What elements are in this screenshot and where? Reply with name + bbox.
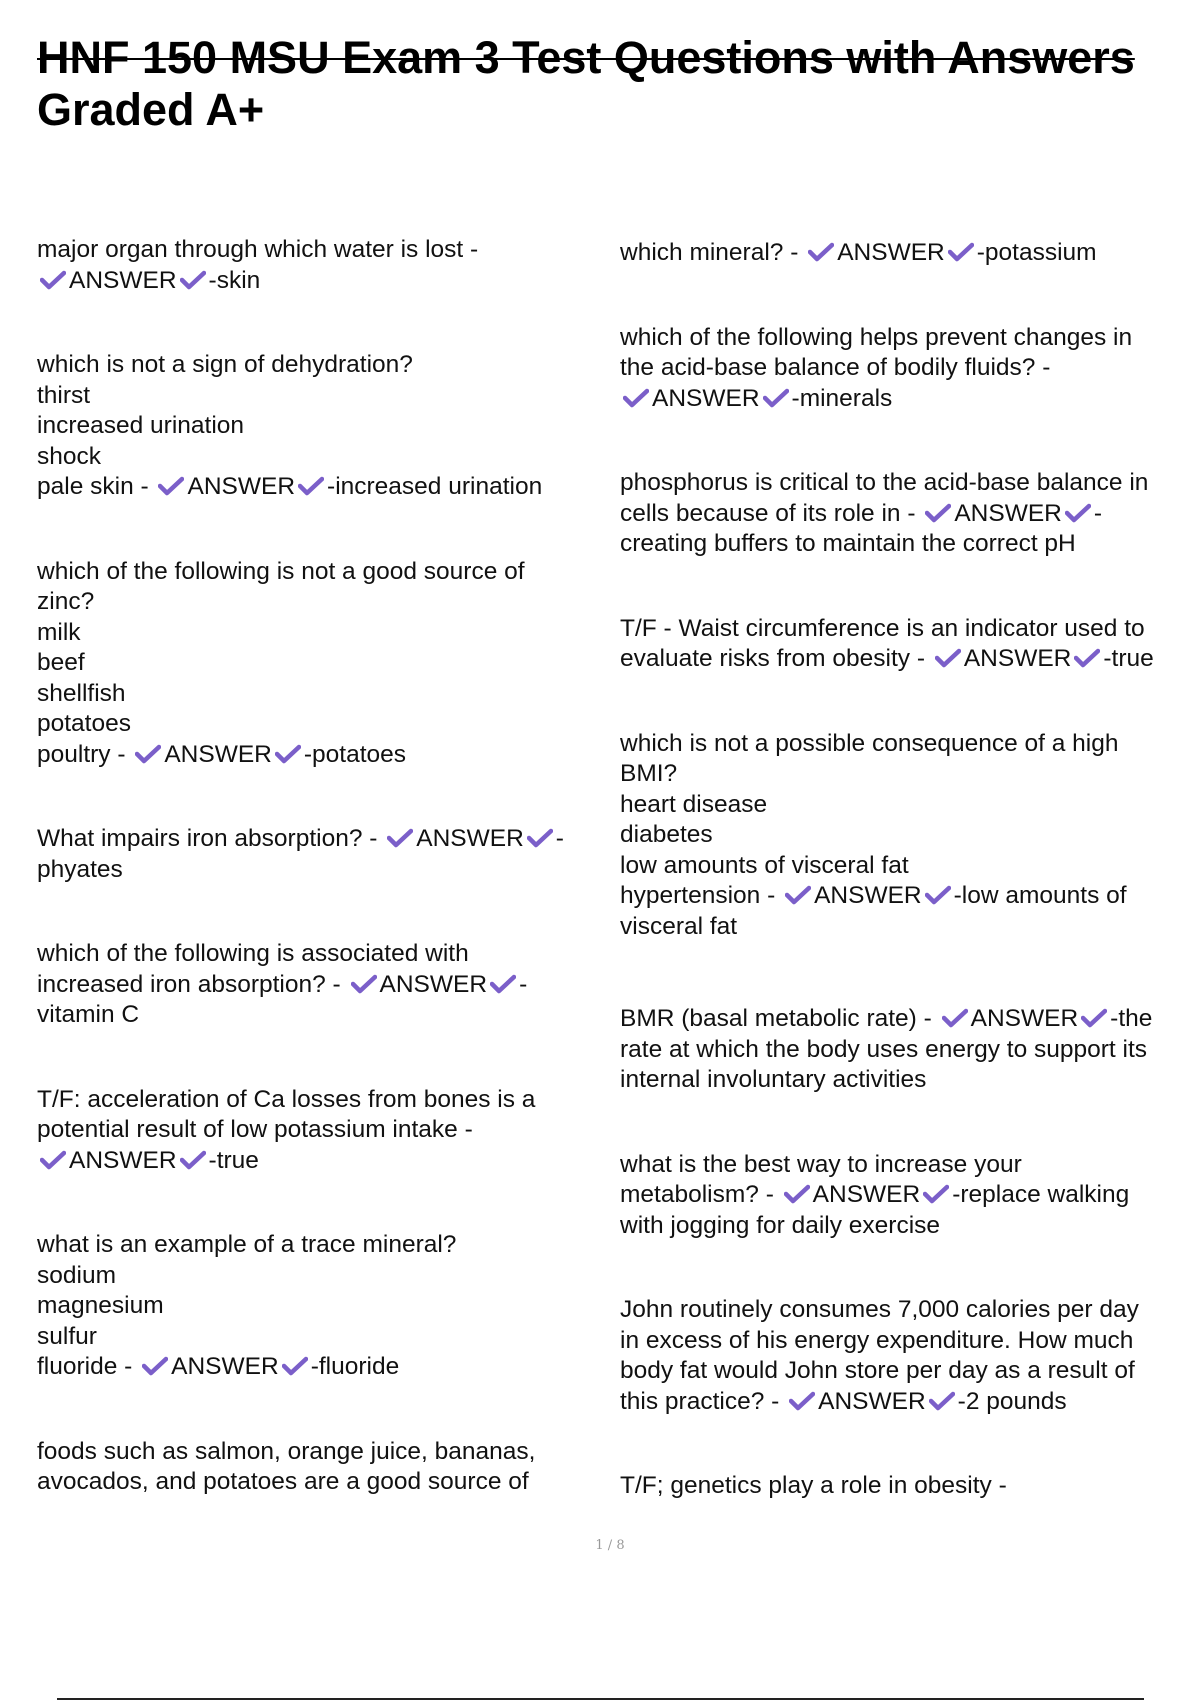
question-line [37, 1467, 582, 1498]
answer-line [37, 1000, 582, 1031]
question-text: low amounts of visceral fat [620, 851, 909, 879]
question-text: which mineral? - [620, 239, 799, 266]
qa-item [37, 1437, 582, 1498]
question-text: metabolism? - [620, 1181, 774, 1208]
question-text: magnesium [37, 1292, 164, 1319]
question-line [37, 939, 582, 970]
question-text: poultry - [37, 740, 126, 768]
check-icon [1081, 1008, 1107, 1028]
answer-label: ANSWER [970, 1005, 1079, 1032]
question-text: What impairs iron absorption? - [37, 825, 378, 852]
question-text: shellfish [37, 679, 126, 707]
answer-label: ANSWER [69, 1146, 177, 1174]
question-line [37, 618, 582, 649]
answer-text: visceral fat [620, 912, 738, 940]
answer-text: -replace walking [952, 1181, 1130, 1208]
answer-line [620, 1211, 1190, 1242]
check-icon [142, 1356, 168, 1376]
check-icon [789, 1391, 815, 1411]
answer-label: ANSWER [164, 740, 272, 768]
qa-item [620, 1471, 1190, 1502]
check-icon [158, 476, 184, 496]
answer-text: -skin [208, 266, 261, 294]
check-icon [763, 388, 789, 408]
check-icon [180, 1150, 206, 1170]
question-line [37, 350, 582, 381]
answer-label: ANSWER [69, 266, 177, 294]
question-line [620, 851, 1190, 882]
check-icon [527, 828, 553, 848]
question-text: increased iron absorption? - [37, 970, 341, 998]
question-text: pale skin - [37, 473, 149, 500]
answer-text: with jogging for daily exercise [620, 1211, 941, 1239]
qa-item [620, 1004, 1190, 1096]
question-text: BMR (basal metabolic rate) - [620, 1005, 932, 1032]
question-line [620, 1387, 1190, 1418]
qa-item [37, 235, 582, 296]
question-line [620, 1180, 1190, 1211]
answer-text: -increased urination [327, 473, 543, 500]
question-text: shock [37, 442, 102, 470]
answer-line [620, 912, 1190, 943]
question-line [620, 614, 1190, 645]
answer-text: -2 pounds [957, 1387, 1067, 1415]
question-line [620, 323, 1190, 354]
question-text: beef [37, 649, 85, 676]
qa-item [620, 323, 1190, 415]
answer-line [37, 1146, 582, 1177]
question-line [620, 644, 1190, 675]
question-text: diabetes [620, 821, 713, 848]
question-text: which of the following is associated with [37, 940, 469, 967]
question-line [620, 468, 1190, 499]
question-line [37, 1322, 582, 1353]
question-line [37, 235, 582, 266]
question-line [37, 709, 582, 740]
question-line [620, 1356, 1190, 1387]
check-icon [135, 744, 161, 764]
question-text: T/F; genetics play a role in obesity - [620, 1472, 1007, 1499]
answer-text: - [1093, 499, 1103, 527]
qa-item [620, 614, 1190, 675]
question-text: John routinely consumes 7,000 calories per day [620, 1296, 1139, 1323]
answer-line [37, 855, 582, 886]
question-line [37, 648, 582, 679]
check-icon [623, 388, 649, 408]
check-icon [929, 1391, 955, 1411]
question-text: which is not a possible consequence of a high [620, 729, 1119, 757]
right-column [620, 184, 1190, 1502]
qa-item [37, 939, 582, 1031]
answer-text: - [555, 825, 564, 852]
answer-text: -minerals [791, 384, 893, 412]
check-icon [40, 270, 66, 290]
check-icon [785, 885, 811, 905]
question-line [620, 1295, 1190, 1326]
qa-item [620, 238, 1190, 269]
question-text: evaluate risks from obesity - [620, 645, 925, 672]
question-line [620, 1326, 1190, 1357]
qa-item [620, 729, 1190, 943]
answer-text: -the [1110, 1005, 1153, 1032]
answer-text: -potatoes [303, 740, 407, 768]
check-icon [275, 744, 301, 764]
check-icon [923, 1184, 949, 1204]
question-text: potatoes [37, 710, 131, 737]
question-text: cells because of its role in - [620, 499, 916, 527]
answer-label: ANSWER [652, 384, 760, 412]
left-column [37, 181, 582, 1498]
question-text: foods such as salmon, orange juice, bananas, [37, 1437, 536, 1465]
answer-line [37, 266, 582, 297]
answer-text: phyates [37, 855, 123, 883]
answer-text: -true [208, 1146, 259, 1174]
answer-text: creating buffers to maintain the correct pH [620, 530, 1076, 557]
answer-label: ANSWER [837, 239, 945, 266]
question-text: milk [37, 618, 81, 646]
page-number: 1 / 8 [595, 1538, 625, 1553]
question-line [620, 1004, 1190, 1035]
qa-item [37, 557, 582, 771]
question-line [37, 970, 582, 1001]
check-icon [925, 503, 951, 523]
question-text: hypertension - [620, 882, 776, 909]
answer-label: ANSWER [416, 825, 524, 852]
question-line [620, 820, 1190, 851]
answer-text: -true [1103, 645, 1154, 672]
question-text: heart disease [620, 790, 768, 818]
title-line-1: HNF 150 MSU Exam 3 Test Questions with Answers [37, 32, 1135, 83]
question-line [37, 1085, 582, 1116]
question-line [37, 472, 582, 503]
question-line [37, 1261, 582, 1292]
question-text: sodium [37, 1261, 116, 1289]
check-icon [490, 974, 516, 994]
question-text: the acid-base balance of bodily fluids? - [620, 354, 1051, 381]
question-text: what is the best way to increase your [620, 1150, 1022, 1178]
answer-text: -fluoride [310, 1353, 400, 1380]
question-line [37, 679, 582, 710]
question-line [37, 1291, 582, 1322]
question-line [37, 557, 582, 588]
question-line [37, 824, 582, 855]
answer-label: ANSWER [187, 473, 296, 500]
question-line [37, 411, 582, 442]
question-text: this practice? - [620, 1387, 780, 1415]
question-text: sulfur [37, 1322, 97, 1350]
check-icon [942, 1008, 968, 1028]
question-line [620, 881, 1190, 912]
question-text: which of the following helps prevent changes in [620, 323, 1133, 351]
check-icon [282, 1356, 308, 1376]
question-text: major organ through which water is lost - [37, 236, 479, 263]
page-title [37, 32, 1167, 136]
answer-label: ANSWER [954, 499, 1062, 527]
check-icon [1065, 503, 1091, 523]
answer-text: -potassium [976, 239, 1097, 266]
answer-label: ANSWER [379, 970, 488, 998]
qa-item [620, 1295, 1190, 1417]
answer-text: -low amounts of [953, 882, 1127, 909]
question-line [37, 740, 582, 771]
question-line [37, 442, 582, 473]
question-line [620, 1150, 1190, 1181]
answer-label: ANSWER [812, 1181, 921, 1208]
check-icon [784, 1184, 810, 1204]
question-line [620, 729, 1190, 760]
question-text: potential result of low potassium intake - [37, 1116, 473, 1143]
question-line [37, 587, 582, 618]
question-text: BMI? [620, 760, 678, 787]
question-line [620, 1471, 1190, 1502]
check-icon [180, 270, 206, 290]
question-text: phosphorus is critical to the acid-base balance in [620, 469, 1149, 496]
question-text: avocados, and potatoes are a good source of [37, 1468, 529, 1495]
check-icon [351, 974, 377, 994]
question-line [37, 1115, 582, 1146]
question-text: what is an example of a trace mineral? [37, 1231, 457, 1258]
question-text: increased urination [37, 412, 245, 439]
answer-label: ANSWER [814, 882, 922, 909]
question-text: which of the following is not a good source of [37, 557, 525, 585]
question-text: body fat would John store per day as a result of [620, 1357, 1135, 1384]
question-line [620, 499, 1190, 530]
title-line-2: Graded A+ [37, 84, 265, 135]
answer-label: ANSWER [963, 645, 1072, 672]
answer-line [620, 529, 1190, 560]
question-text: T/F - Waist circumference is an indicator used to [620, 614, 1145, 642]
answer-label: ANSWER [818, 1387, 926, 1415]
answer-text: rate at which the body uses energy to support its [620, 1035, 1148, 1063]
check-icon [808, 242, 834, 262]
answer-line [620, 1035, 1190, 1066]
question-text: zinc? [37, 588, 95, 615]
check-icon [948, 242, 974, 262]
question-line [37, 1230, 582, 1261]
qa-item [620, 1150, 1190, 1242]
answer-text: - [519, 970, 528, 998]
question-line [37, 381, 582, 412]
question-text: T/F: acceleration of Ca losses from bones is a [37, 1085, 536, 1113]
qa-item [37, 824, 582, 885]
question-line [620, 238, 1190, 269]
qa-item [620, 468, 1190, 560]
answer-text: vitamin C [37, 1001, 140, 1028]
answer-text: internal involuntary activities [620, 1066, 927, 1093]
question-line [620, 790, 1190, 821]
check-icon [40, 1150, 66, 1170]
check-icon [925, 885, 951, 905]
check-icon [1074, 648, 1100, 668]
question-text: thirst [37, 381, 91, 409]
qa-item [37, 1230, 582, 1383]
answer-line [620, 384, 1190, 415]
answer-label: ANSWER [171, 1353, 279, 1380]
check-icon [935, 648, 961, 668]
question-text: in excess of his energy expenditure. How much [620, 1326, 1134, 1354]
question-line [620, 759, 1190, 790]
question-text: which is not a sign of dehydration? [37, 351, 413, 378]
question-line [37, 1437, 582, 1468]
qa-item [37, 1085, 582, 1177]
qa-item [37, 350, 582, 503]
check-icon [387, 828, 413, 848]
question-line [37, 1352, 582, 1383]
question-text: fluoride - [37, 1353, 133, 1380]
question-line [620, 353, 1190, 384]
answer-line [620, 1065, 1190, 1096]
check-icon [298, 476, 324, 496]
